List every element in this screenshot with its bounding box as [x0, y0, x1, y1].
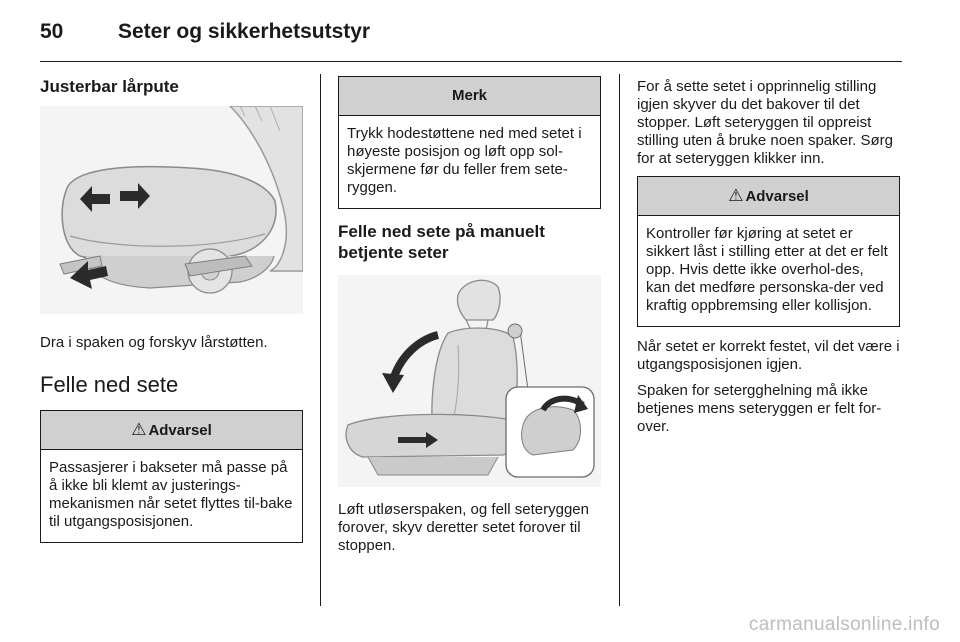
- running-title: Seter og sikkerhetsutstyr: [118, 20, 371, 43]
- warning-box-2: [637, 176, 900, 327]
- warning-triangle-icon: ⚠: [131, 420, 147, 439]
- seat-fold-illustration: [338, 275, 601, 487]
- column-1: [40, 76, 303, 543]
- column-2: [338, 76, 601, 555]
- page-number: 50: [40, 20, 64, 43]
- thigh-support-heading: Justerbar lårpute: [40, 77, 179, 96]
- column-3: [637, 76, 900, 436]
- note-box-text: Trykk hodestøttene ned med setet i høyeste posisjon og løft opp sol-skjermene før du feller frem sete-ryggen.: [347, 125, 582, 196]
- warning-box-1-title: Advarsel: [148, 422, 212, 439]
- warning-box-2-title: Advarsel: [745, 188, 809, 205]
- warning-box-1-text: Passasjerer i bakseter må passe på å ikke bli klemt av justerings-mekanismen når setet flyttes til-bake til utgangsposisjonen.: [49, 459, 293, 530]
- recline-lever-text: Spaken for setergghelning må ikke betjenes mens seteryggen er felt for-over.: [637, 382, 882, 435]
- restore-position-text: For å sette setet i opprinnelig stilling igjen skyver du det bakover til det stopper. Løft seteryggen til oppreist stilling uten å bruke noen spaker. Sørg for at seteryggen klikker inn.: [637, 78, 893, 167]
- warning-box-2-header: [638, 177, 899, 216]
- column-divider-1: [320, 74, 321, 606]
- manual-seat-heading: Felle ned sete på manuelt betjente seter: [338, 222, 545, 262]
- fold-seat-caption: Løft utløserspaken, og fell seteryggen forover, skyv deretter setet forover til stoppen.: [338, 501, 589, 554]
- fold-seat-heading: Felle ned sete: [40, 372, 179, 397]
- warning-triangle-icon: ⚠: [728, 186, 744, 205]
- note-box-header: Merk: [339, 77, 600, 116]
- correct-attach-text: Når setet er korrekt festet, vil det være i utgangsposisjonen igjen.: [637, 338, 900, 373]
- seat-thigh-support-svg: [40, 106, 303, 314]
- thigh-support-caption: Dra i spaken og forskyv lårstøtten.: [40, 334, 268, 351]
- header-rule: [40, 61, 902, 62]
- seat-thigh-support-illustration: [40, 106, 303, 314]
- warning-box-1: [40, 410, 303, 543]
- column-divider-2: [619, 74, 620, 606]
- watermark: carmanualsonline.info: [748, 614, 940, 635]
- note-box: [338, 76, 601, 209]
- warning-box-1-header: [41, 411, 302, 450]
- warning-box-2-text: Kontroller før kjøring at setet er sikkert låst i stilling etter at det er felt opp. Hvis dette ikke overhol-des, kan det medføre personska-der ved kraftig oppbremsing eller kollisjon.: [646, 225, 888, 314]
- seat-fold-svg: [338, 275, 601, 487]
